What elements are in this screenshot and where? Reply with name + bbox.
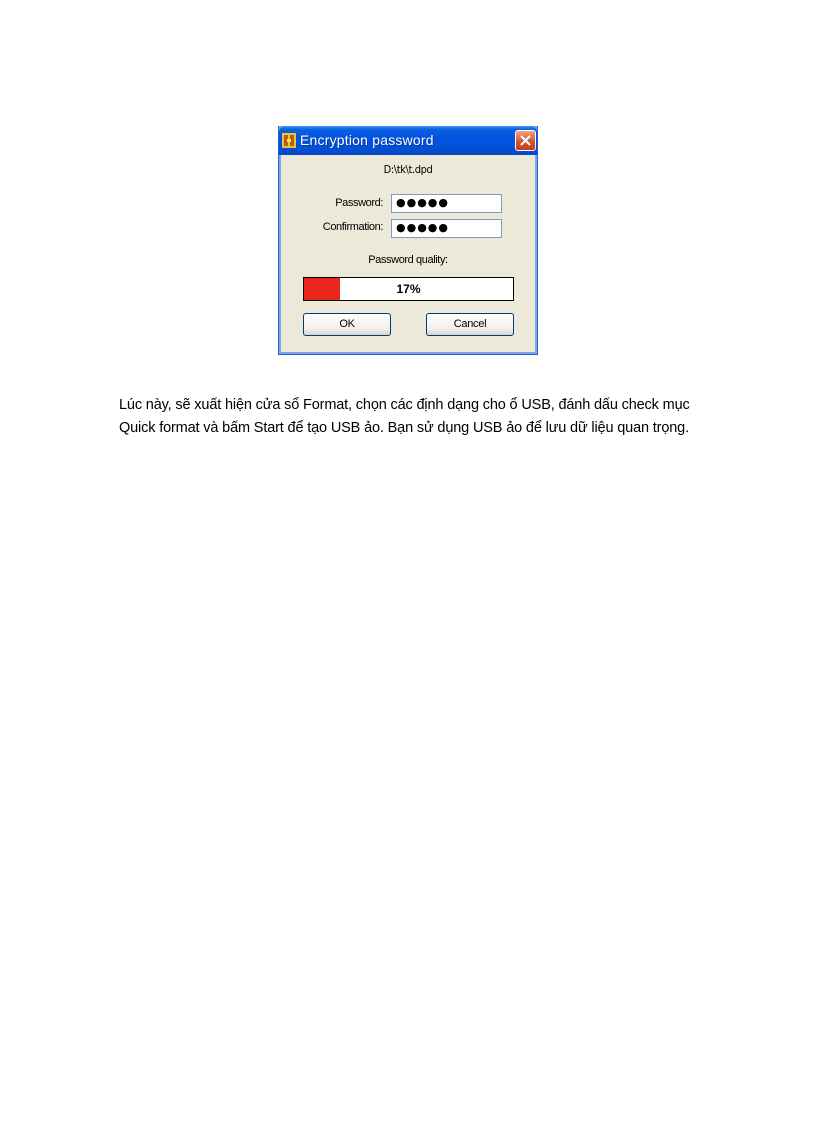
dialog-titlebar[interactable] [279, 126, 537, 155]
cancel-button[interactable]: Cancel [426, 313, 514, 336]
confirmation-label: Confirmation: [322, 221, 383, 233]
dialog-title: Encryption password [300, 132, 434, 148]
password-quality-percent: 17% [396, 282, 421, 296]
confirmation-input[interactable]: ●●●●● [391, 219, 502, 238]
close-icon [520, 135, 531, 146]
password-quality-bar [303, 277, 514, 301]
instruction-paragraph: Lúc này, sẽ xuất hiện cửa sổ Format, chọn các định dạng cho ổ USB, đánh dấu check mục Quick format và bấm Start để tạo USB ảo. Bạn sử dụng USB ảo để lưu dữ liệu quan trọng. [119, 396, 690, 436]
close-button[interactable] [515, 130, 536, 151]
app-icon [282, 133, 296, 148]
dialog-body [279, 155, 537, 354]
encryption-password-dialog [278, 126, 538, 355]
ok-button[interactable]: OK [303, 313, 391, 336]
password-label: Password: [335, 197, 383, 209]
file-path-label: D:\tk\t.dpd [383, 163, 433, 176]
password-input[interactable]: ●●●●● [391, 194, 502, 213]
password-quality-label: Password quality: [368, 254, 448, 266]
